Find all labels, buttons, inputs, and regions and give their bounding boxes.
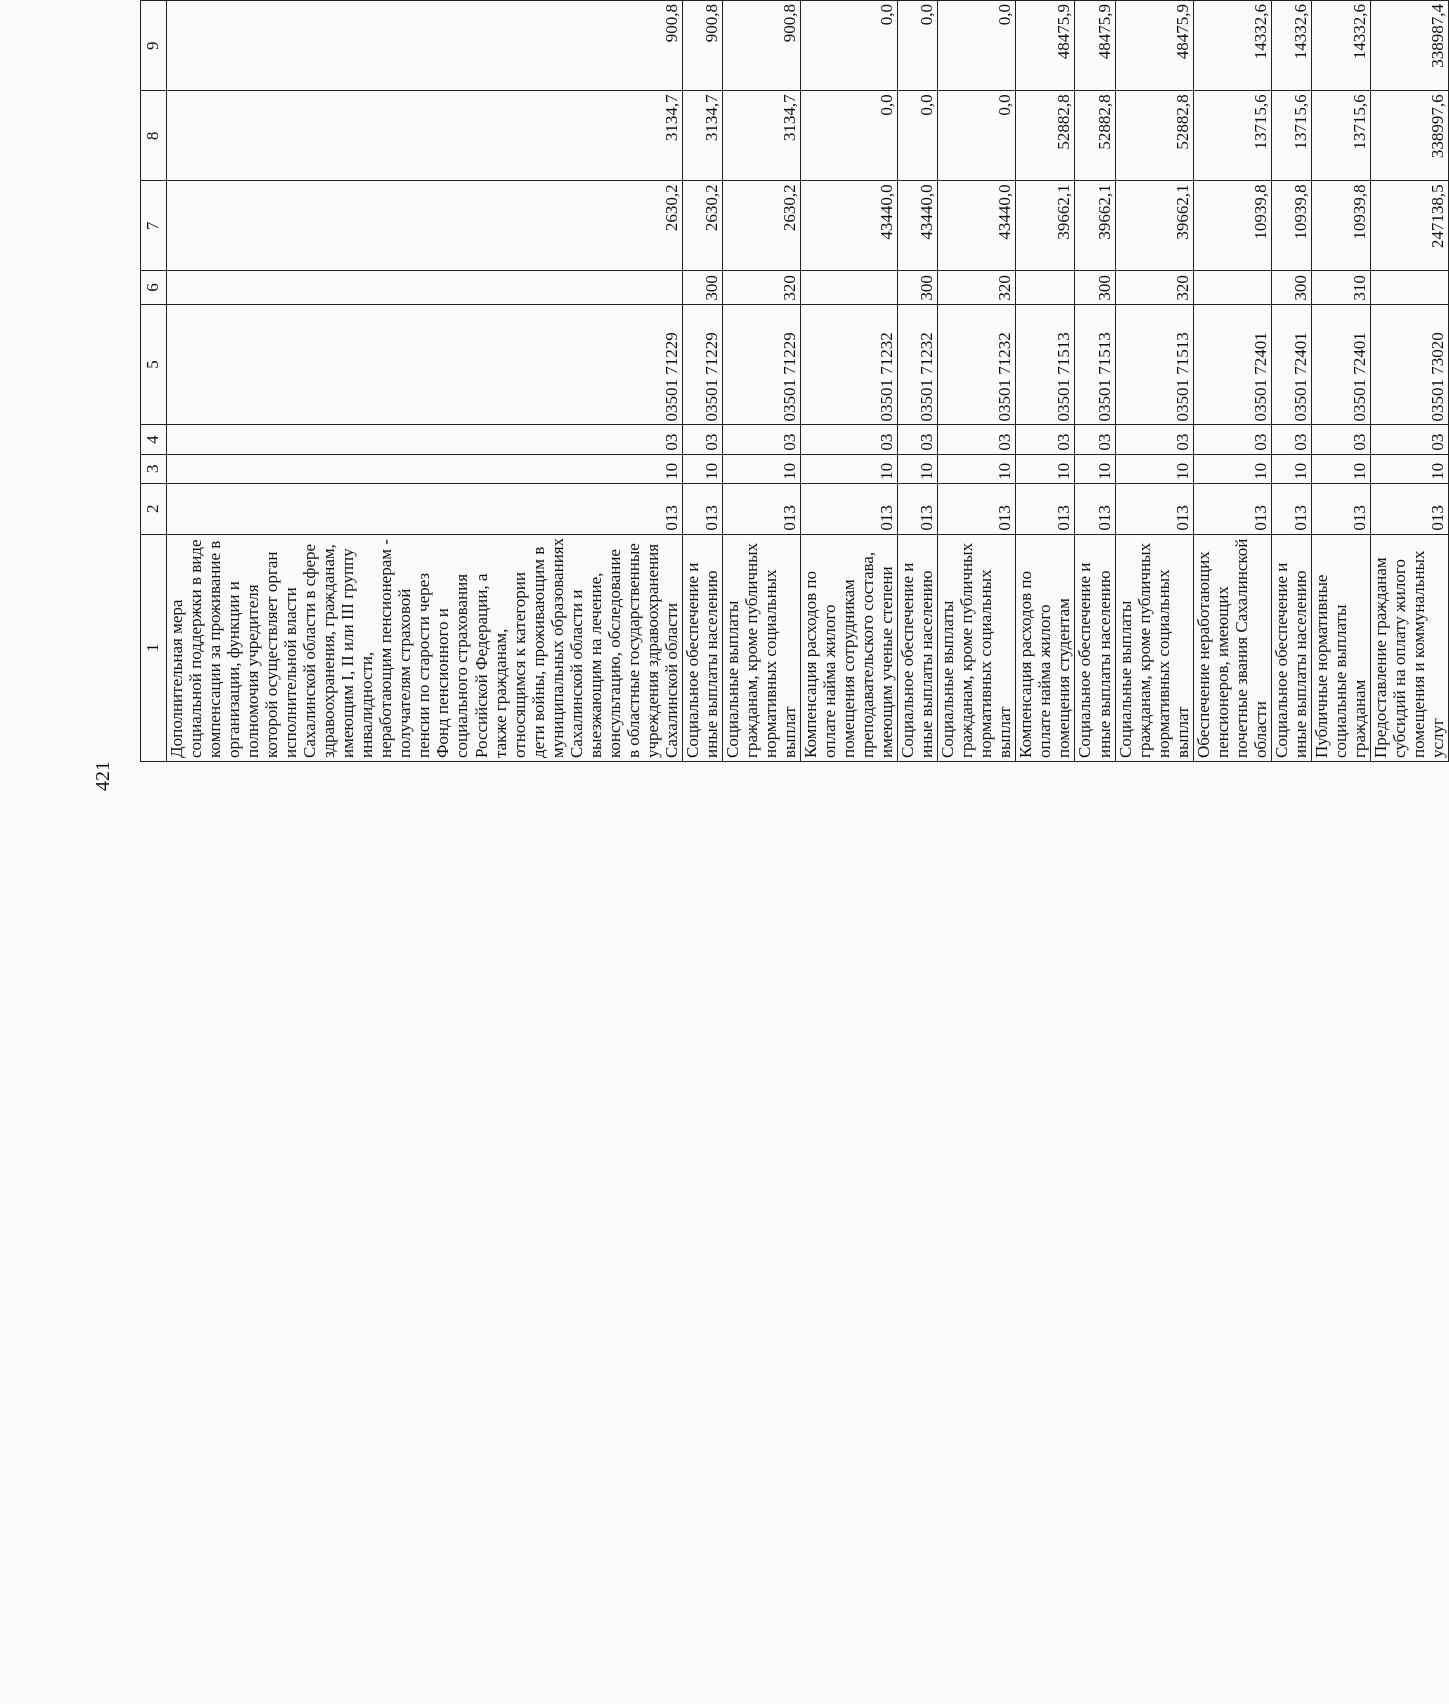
target-article-cell: 03501 71232 <box>898 304 938 425</box>
row-name-cell: Обеспечение неработающих пенсионеров, имеющих почетные звания Сахалинской области <box>1193 534 1271 761</box>
target-article-cell: 03501 71232 <box>801 304 898 425</box>
subsection-cell: 03 <box>801 425 898 454</box>
amount-col8-cell: 3134,7 <box>167 91 683 181</box>
amount-col9-cell: 900,8 <box>167 1 683 91</box>
expense-type-cell: 300 <box>682 271 722 304</box>
amount-col7-cell: 247138,5 <box>1370 181 1448 271</box>
section-cell: 10 <box>1271 454 1311 483</box>
amount-col8-cell: 0,0 <box>898 91 938 181</box>
amount-col8-cell: 13715,6 <box>1311 91 1370 181</box>
target-article-cell: 03501 71513 <box>1115 304 1193 425</box>
target-article-cell: 03501 72401 <box>1271 304 1311 425</box>
section-cell: 10 <box>1370 454 1448 483</box>
amount-col7-cell: 43440,0 <box>898 181 938 271</box>
amount-col7-cell: 43440,0 <box>801 181 898 271</box>
header-cell: 2 <box>141 483 167 534</box>
amount-col8-cell: 13715,6 <box>1193 91 1271 181</box>
budget-table <box>140 0 1449 762</box>
header-row <box>141 1 167 762</box>
row-name-cell: Предоставление гражданам субсидий на оплату жилого помещения и коммунальных услуг <box>1370 534 1448 761</box>
table-row <box>1016 1 1075 762</box>
header-cell: 6 <box>141 271 167 304</box>
amount-col9-cell: 48475,9 <box>1115 1 1193 91</box>
table-row <box>682 1 722 762</box>
expense-type-cell: 320 <box>1115 271 1193 304</box>
admin-code-cell: 013 <box>1016 483 1075 534</box>
amount-col9-cell: 14332,6 <box>1271 1 1311 91</box>
row-name-cell: Компенсация расходов по оплате найма жилого помещения сотрудникам преподавательского состава, имеющим ученые степени <box>801 534 898 761</box>
row-name-cell: Социальное обеспечение и иные выплаты населению <box>1075 534 1115 761</box>
amount-col8-cell: 0,0 <box>938 91 1016 181</box>
section-cell: 10 <box>938 454 1016 483</box>
amount-col9-cell: 14332,6 <box>1311 1 1370 91</box>
subsection-cell: 03 <box>1075 425 1115 454</box>
expense-type-cell <box>167 271 683 304</box>
admin-code-cell: 013 <box>167 483 683 534</box>
amount-col9-cell: 338987,4 <box>1370 1 1448 91</box>
table-row <box>1193 1 1271 762</box>
expense-type-cell: 300 <box>1271 271 1311 304</box>
section-cell: 10 <box>167 454 683 483</box>
amount-col8-cell: 3134,7 <box>682 91 722 181</box>
section-cell: 10 <box>801 454 898 483</box>
amount-col9-cell: 0,0 <box>898 1 938 91</box>
row-name-cell: Дополнительная мера социальной поддержки в виде компенсации за проживание в организации, функции и полномочия учредителя которой осуществляет орган исполнительной власти Сахалинской области в сфере здравоохранения, гражданам, имеющим I, II или III группу инвалидности, неработающим пенсионерам - получателям страховой пенсии по старости через Фонд пенсионного и социального страхования Российской Федерации, а также гражданам, относящимся к категории дети войны, проживающим в муниципальных образованиях Сахалинской области и выезжающим на лечение, консультацию, обследование в областные государственные учреждения здравоохранения Сахалинской области <box>167 534 683 761</box>
subsection-cell: 03 <box>898 425 938 454</box>
target-article-cell: 03501 72401 <box>1311 304 1370 425</box>
header-cell: 7 <box>141 181 167 271</box>
expense-type-cell <box>1370 271 1448 304</box>
subsection-cell: 03 <box>1311 425 1370 454</box>
target-article-cell: 03501 71229 <box>682 304 722 425</box>
subsection-cell: 03 <box>1016 425 1075 454</box>
expense-type-cell: 300 <box>1075 271 1115 304</box>
admin-code-cell: 013 <box>898 483 938 534</box>
target-article-cell: 03501 71232 <box>938 304 1016 425</box>
table-row <box>1075 1 1115 762</box>
section-cell: 10 <box>1075 454 1115 483</box>
target-article-cell: 03501 71513 <box>1016 304 1075 425</box>
subsection-cell: 03 <box>1193 425 1271 454</box>
table-row <box>1271 1 1311 762</box>
section-cell: 10 <box>722 454 800 483</box>
admin-code-cell: 013 <box>1271 483 1311 534</box>
amount-col9-cell: 900,8 <box>722 1 800 91</box>
admin-code-cell: 013 <box>682 483 722 534</box>
amount-col9-cell: 0,0 <box>938 1 1016 91</box>
row-name-cell: Социальное обеспечение и иные выплаты населению <box>1271 534 1311 761</box>
expense-type-cell: 310 <box>1311 271 1370 304</box>
target-article-cell: 03501 73020 <box>1370 304 1448 425</box>
amount-col9-cell: 900,8 <box>682 1 722 91</box>
subsection-cell: 03 <box>938 425 1016 454</box>
page-number: 421 <box>92 761 114 791</box>
header-cell: 3 <box>141 454 167 483</box>
row-name-cell: Социальные выплаты гражданам, кроме публичных нормативных социальных выплат <box>722 534 800 761</box>
row-name-cell: Социальное обеспечение и иные выплаты населению <box>682 534 722 761</box>
section-cell: 10 <box>1193 454 1271 483</box>
amount-col9-cell: 14332,6 <box>1193 1 1271 91</box>
section-cell: 10 <box>1016 454 1075 483</box>
amount-col7-cell: 2630,2 <box>167 181 683 271</box>
header-cell: 9 <box>141 1 167 91</box>
amount-col7-cell: 2630,2 <box>722 181 800 271</box>
expense-type-cell: 320 <box>938 271 1016 304</box>
expense-type-cell <box>801 271 898 304</box>
section-cell: 10 <box>682 454 722 483</box>
expense-type-cell <box>1016 271 1075 304</box>
header-cell: 5 <box>141 304 167 425</box>
row-name-cell: Социальные выплаты гражданам, кроме публичных нормативных социальных выплат <box>938 534 1016 761</box>
table-row <box>938 1 1016 762</box>
row-name-cell: Социальное обеспечение и иные выплаты населению <box>898 534 938 761</box>
amount-col9-cell: 48475,9 <box>1016 1 1075 91</box>
subsection-cell: 03 <box>1271 425 1311 454</box>
header-cell: 4 <box>141 425 167 454</box>
amount-col7-cell: 10939,8 <box>1271 181 1311 271</box>
table-row <box>1311 1 1370 762</box>
table-row <box>898 1 938 762</box>
amount-col8-cell: 52882,8 <box>1075 91 1115 181</box>
amount-col8-cell: 0,0 <box>801 91 898 181</box>
admin-code-cell: 013 <box>722 483 800 534</box>
expense-type-cell: 320 <box>722 271 800 304</box>
subsection-cell: 03 <box>722 425 800 454</box>
section-cell: 10 <box>1311 454 1370 483</box>
amount-col7-cell: 39662,1 <box>1016 181 1075 271</box>
amount-col8-cell: 3134,7 <box>722 91 800 181</box>
admin-code-cell: 013 <box>1193 483 1271 534</box>
admin-code-cell: 013 <box>1115 483 1193 534</box>
admin-code-cell: 013 <box>1311 483 1370 534</box>
table-row <box>722 1 800 762</box>
admin-code-cell: 013 <box>938 483 1016 534</box>
subsection-cell: 03 <box>1115 425 1193 454</box>
amount-col8-cell: 52882,8 <box>1115 91 1193 181</box>
header-cell: 1 <box>141 534 167 761</box>
admin-code-cell: 013 <box>1370 483 1448 534</box>
row-name-cell: Социальные выплаты гражданам, кроме публичных нормативных социальных выплат <box>1115 534 1193 761</box>
amount-col7-cell: 39662,1 <box>1115 181 1193 271</box>
target-article-cell: 03501 72401 <box>1193 304 1271 425</box>
amount-col7-cell: 2630,2 <box>682 181 722 271</box>
amount-col7-cell: 39662,1 <box>1075 181 1115 271</box>
header-cell: 8 <box>141 91 167 181</box>
amount-col7-cell: 10939,8 <box>1193 181 1271 271</box>
row-name-cell: Компенсация расходов по оплате найма жилого помещения студентам <box>1016 534 1075 761</box>
amount-col7-cell: 43440,0 <box>938 181 1016 271</box>
subsection-cell: 03 <box>1370 425 1448 454</box>
section-cell: 10 <box>1115 454 1193 483</box>
subsection-cell: 03 <box>167 425 683 454</box>
admin-code-cell: 013 <box>1075 483 1115 534</box>
table-row <box>167 1 683 762</box>
section-cell: 10 <box>898 454 938 483</box>
amount-col7-cell: 10939,8 <box>1311 181 1370 271</box>
table-row <box>1115 1 1193 762</box>
expense-type-cell <box>1193 271 1271 304</box>
amount-col8-cell: 52882,8 <box>1016 91 1075 181</box>
table-body <box>167 1 1449 762</box>
table-row <box>801 1 898 762</box>
target-article-cell: 03501 71513 <box>1075 304 1115 425</box>
target-article-cell: 03501 71229 <box>167 304 683 425</box>
admin-code-cell: 013 <box>801 483 898 534</box>
target-article-cell: 03501 71229 <box>722 304 800 425</box>
subsection-cell: 03 <box>682 425 722 454</box>
amount-col9-cell: 48475,9 <box>1075 1 1115 91</box>
table-row <box>1370 1 1448 762</box>
row-name-cell: Публичные нормативные социальные выплаты гражданам <box>1311 534 1370 761</box>
amount-col9-cell: 0,0 <box>801 1 898 91</box>
amount-col8-cell: 13715,6 <box>1271 91 1311 181</box>
expense-type-cell: 300 <box>898 271 938 304</box>
amount-col8-cell: 338997,6 <box>1370 91 1448 181</box>
